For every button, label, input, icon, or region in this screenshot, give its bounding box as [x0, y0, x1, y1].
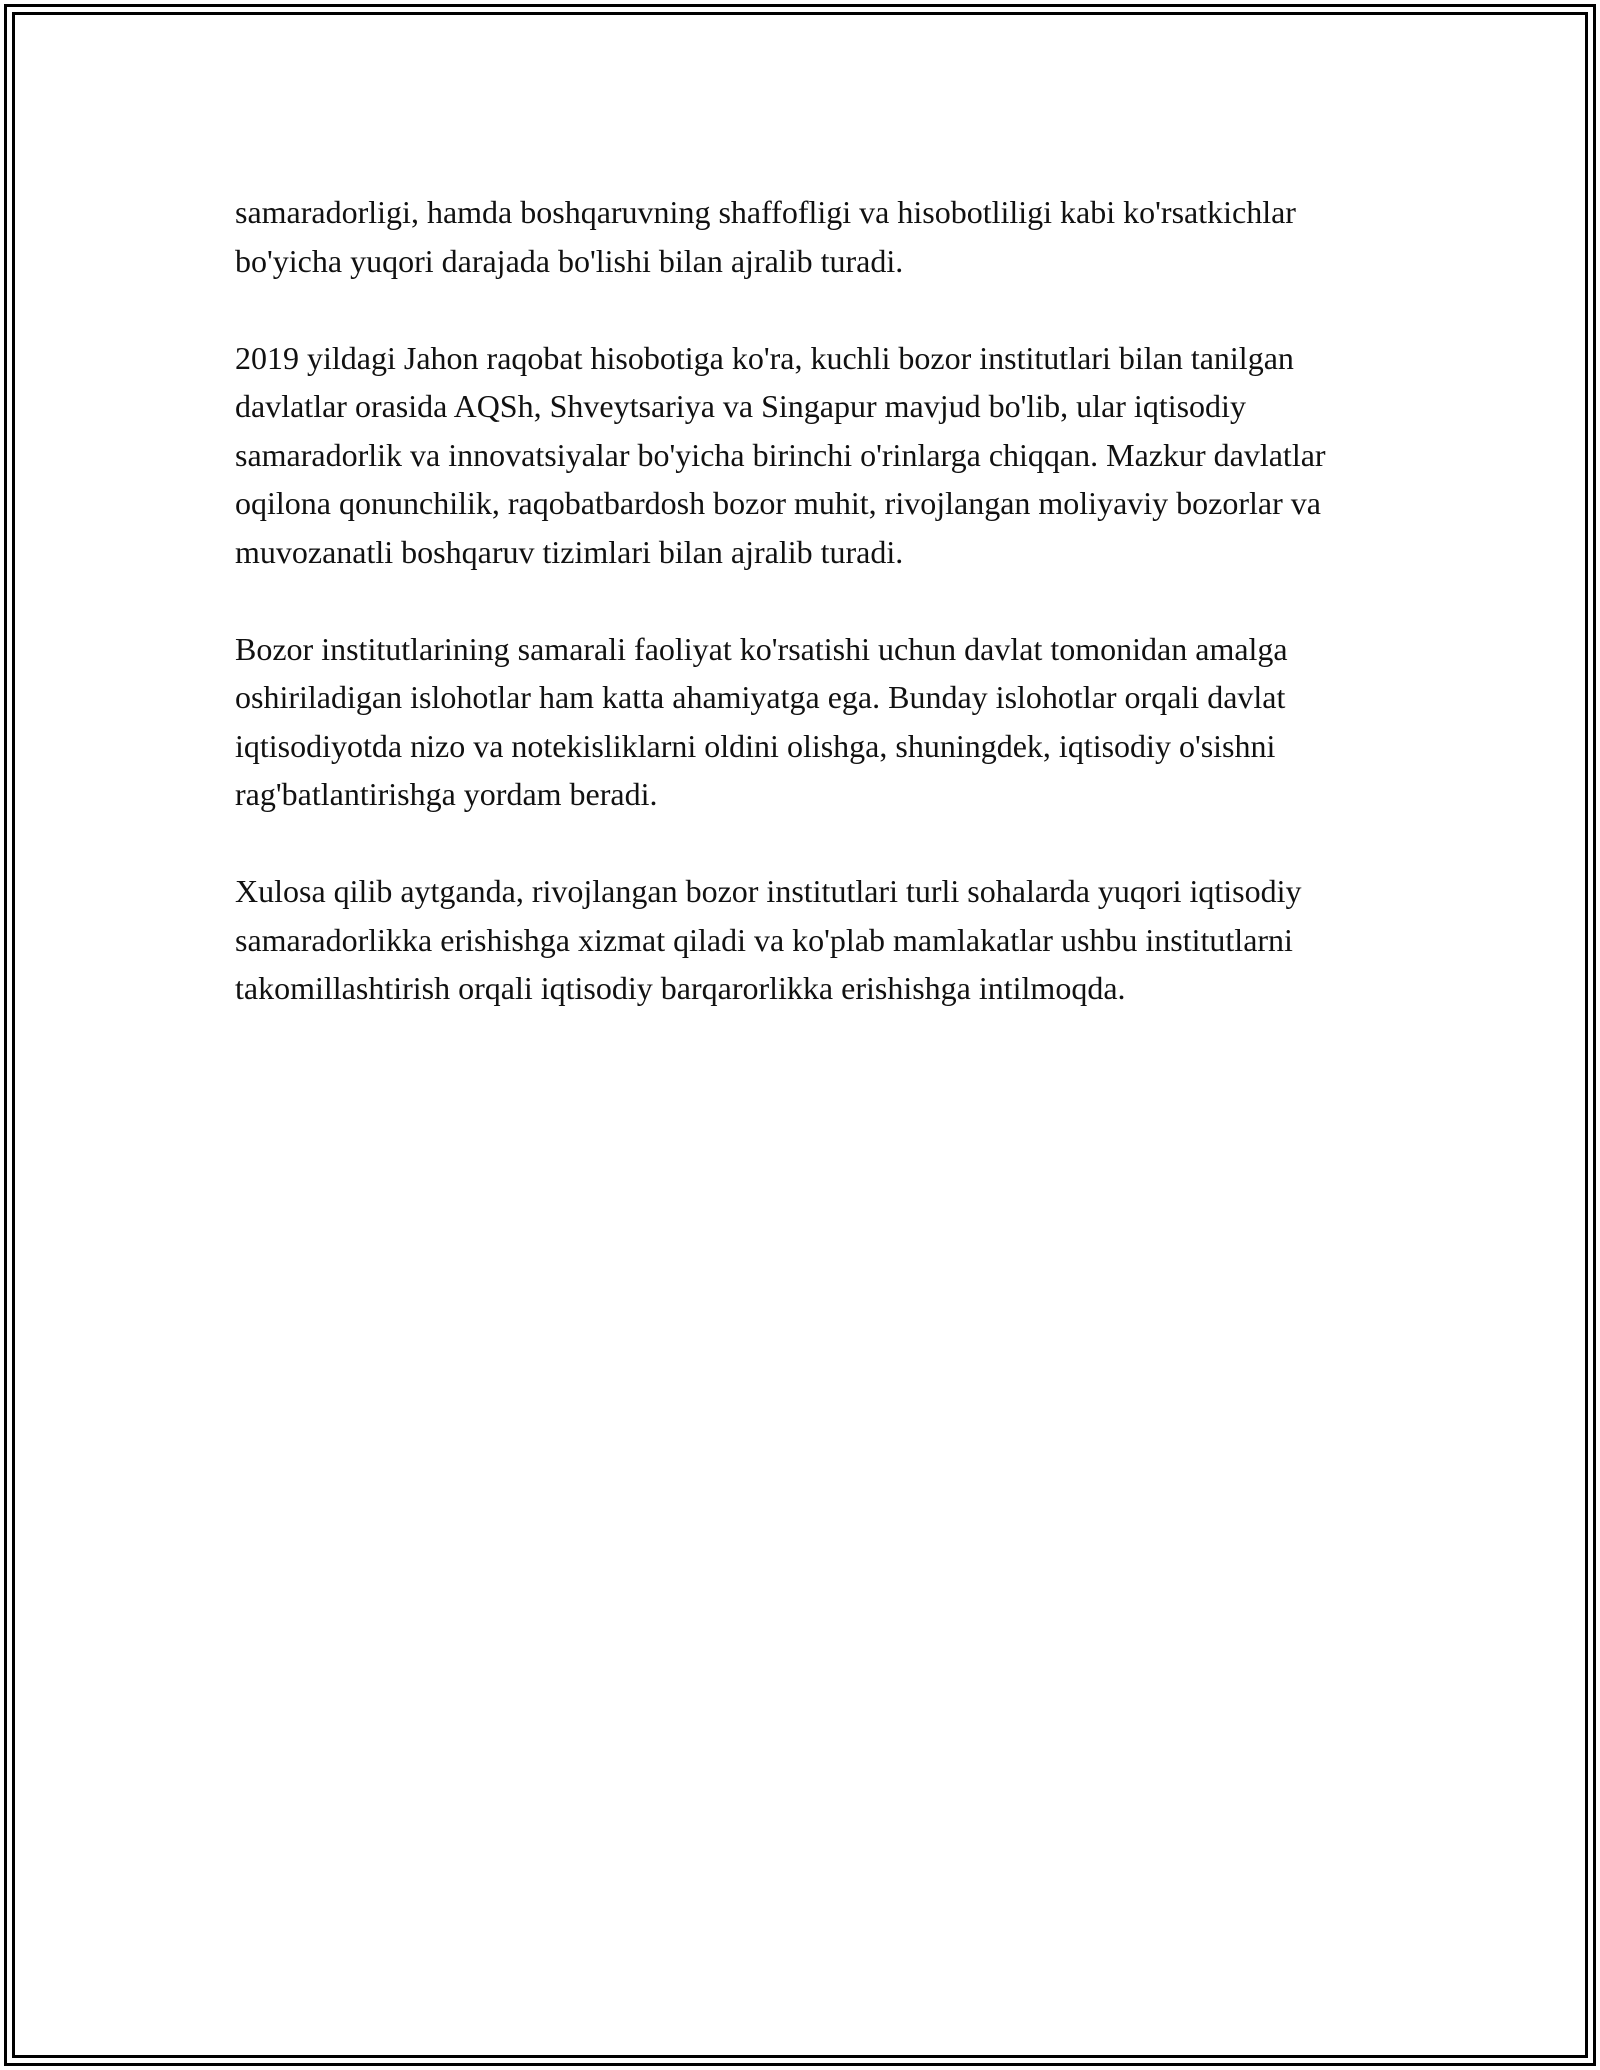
- paragraph-2: 2019 yildagi Jahon raqobat hisobotiga ko'ra, kuchli bozor institutlari bilan tanilgan davlatlar orasida AQSh, Shveytsariya va Singapur mavjud bo'lib, ular iqtisodiy samaradorlik va innovatsiyalar bo'yicha birinchi o'rinlarga chiqqan. Mazkur davlatlar oqilona qonunchilik, raqobatbardosh bozor muhit, rivojlangan moliyaviy bozorlar va muvozanatli boshqaruv tizimlari bilan ajralib turadi.: [235, 339, 1326, 570]
- paragraph-1: samaradorligi, hamda boshqaruvning shaffofligi va hisobotliligi kabi ko'rsatkichlar bo'yicha yuqori darajada bo'lishi bilan ajralib turadi.: [235, 194, 1296, 279]
- document-body: [235, 188, 1395, 1061]
- paragraph-3: Bozor institutlarining samarali faoliyat ko'rsatishi uchun davlat tomonidan amalga oshiriladigan islohotlar ham katta ahamiyatga ega. Bunday islohotlar orqali davlat iqtisodiyotda nizo va notekisliklarni oldini olishga, shuningdek, iqtisodiy o'sishni rag'batlantirishga yordam beradi.: [235, 630, 1288, 812]
- paragraph-4: Xulosa qilib aytganda, rivojlangan bozor institutlari turli sohalarda yuqori iqtisodiy samaradorlikka erishishga xizmat qiladi va ko'plab mamlakatlar ushbu institutlarni takomillashtirish orqali iqtisodiy barqarorlikka erishishga intilmoqda.: [235, 873, 1302, 1006]
